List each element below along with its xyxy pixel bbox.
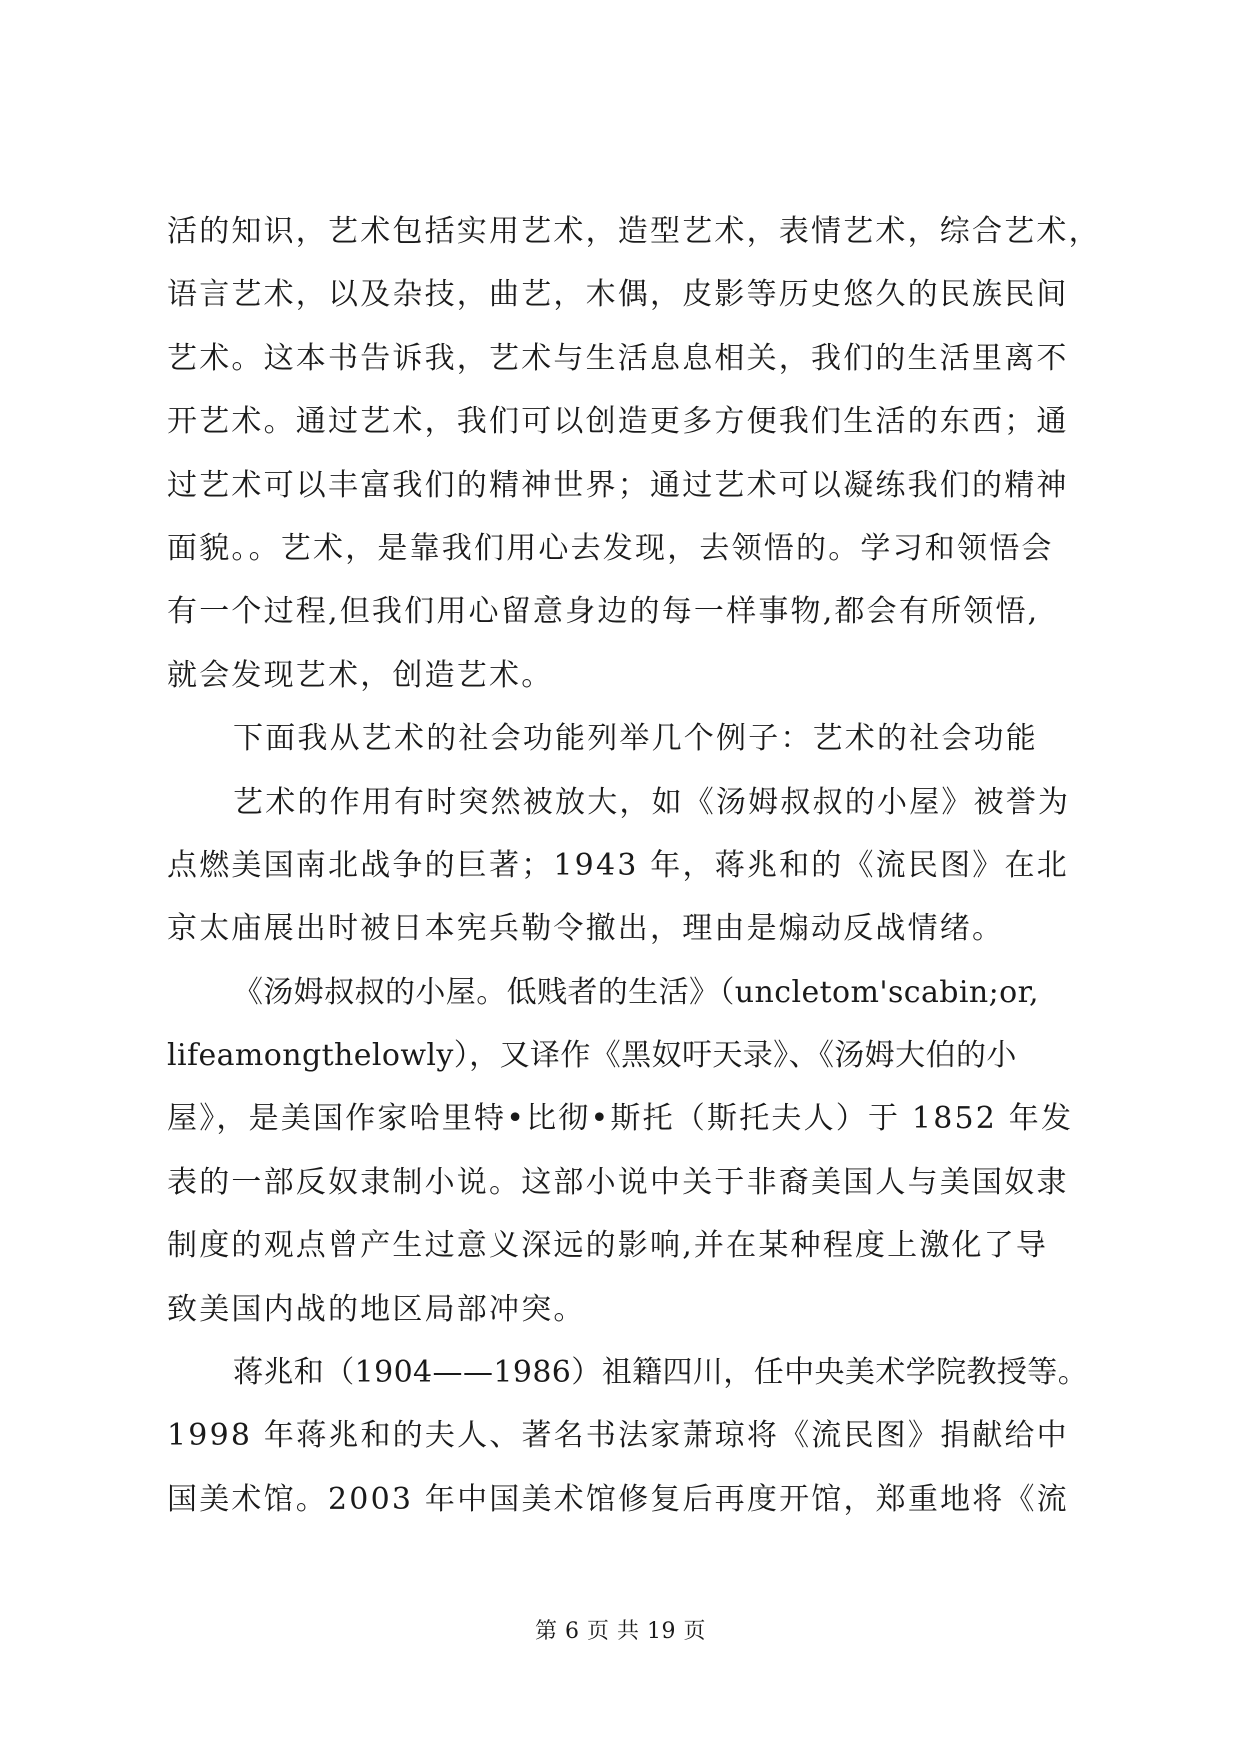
text-line: 有一个过程,但我们用心留意身边的每一样事物,都会有所领悟, xyxy=(167,594,1040,630)
text-line: 表的一部反奴隶制小说。这部小说中关于非裔美国人与美国奴隶 xyxy=(167,1164,1069,1200)
text-line: 艺术。这本书告诉我，艺术与生活息息相关，我们的生活里离不 xyxy=(167,340,1069,376)
text-line: 《汤姆叔叔的小屋。低贱者的生活》（uncletom'scabin;or, xyxy=(233,974,1039,1010)
text-line: 过艺术可以丰富我们的精神世界；通过艺术可以凝练我们的精神 xyxy=(167,467,1069,503)
text-line: 面貌。。艺术，是靠我们用心去发现，去领悟的。学习和领悟会 xyxy=(167,530,1054,566)
page-number-footer: 第 6 页 共 19 页 xyxy=(535,1619,706,1644)
text-line: 蒋兆和（1904——1986）祖籍四川，任中央美术学院教授等。 xyxy=(233,1355,1089,1391)
text-line: 国美术馆。2003 年中国美术馆修复后再度开馆，郑重地将《流 xyxy=(167,1481,1069,1517)
text-line: 致美国内战的地区局部冲突。 xyxy=(167,1291,586,1327)
text-line: 开艺术。通过艺术，我们可以创造更多方便我们生活的东西；通 xyxy=(167,404,1069,440)
text-line: 1998 年蒋兆和的夫人、著名书法家萧琼将《流民图》捐献给中 xyxy=(167,1418,1069,1454)
text-line: 艺术的作用有时突然被放大，如《汤姆叔叔的小屋》被誉为 xyxy=(233,784,1071,820)
body-text xyxy=(167,212,1101,1543)
text-line: 就会发现艺术，创造艺术。 xyxy=(167,657,554,693)
text-line: 屋》，是美国作家哈里特•比彻•斯托（斯托夫人）于 1852 年发 xyxy=(167,1101,1074,1137)
text-line: 制度的观点曾产生过意义深远的影响,并在某种程度上激化了导 xyxy=(167,1228,1049,1264)
text-line: 语言艺术，以及杂技，曲艺，木偶，皮影等历史悠久的民族民间 xyxy=(167,277,1069,313)
text-line: 活的知识，艺术包括实用艺术，造型艺术，表情艺术，综合艺术， xyxy=(167,214,1101,249)
text-line: 下面我从艺术的社会功能列举几个例子：艺术的社会功能 xyxy=(233,721,1038,757)
text-line: lifeamongthelowly），又译作《黑奴吁天录》、《汤姆大伯的小 xyxy=(167,1038,1017,1074)
text-line: 京太庙展出时被日本宪兵勒令撤出，理由是煽动反战情绪。 xyxy=(167,911,1005,947)
text-line: 点燃美国南北战争的巨著；1943 年，蒋兆和的《流民图》在北 xyxy=(167,847,1069,883)
